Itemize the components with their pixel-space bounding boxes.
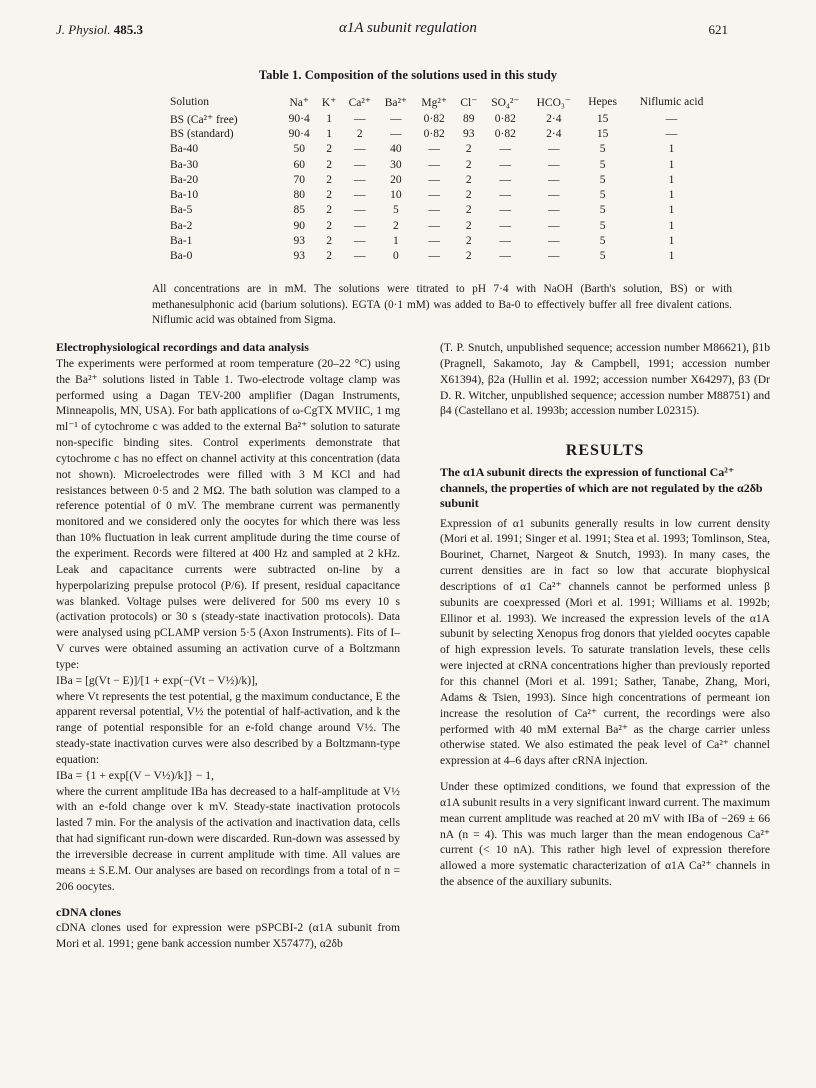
table-cell: — <box>428 173 440 186</box>
table-cell: 20 <box>390 173 402 186</box>
table-cell: 90·4 <box>288 127 310 140</box>
table-cell: — <box>548 158 560 171</box>
table-cell: 2 <box>465 250 472 263</box>
results-heading: RESULTS <box>565 442 645 460</box>
table-cell: BS (standard) <box>170 127 234 140</box>
column-header: Solution <box>170 96 209 108</box>
table-cell: 2 <box>465 235 472 248</box>
table-cell: — <box>548 204 560 217</box>
table-cell: 93 <box>463 127 475 140</box>
table-cell: — <box>499 173 512 186</box>
section-heading-cdna: cDNA clones <box>56 904 121 919</box>
table-cell: 1 <box>668 143 675 156</box>
paragraph: where the current amplitude IBa has decreased to a half-amplitude at V½ with an e-fold change over k mV. Steady-state inactivation protocols lasted 7 min. For the analysis of the activation and inactivation data, cells that had significant run-down were discarded. Run-down was assessed by the irreversible decrease in current amplitude with time. All values are means ± S.E.M. Our analyses are based on recordings from a total of n = 206 oocytes. <box>56 784 400 893</box>
paragraph: where Vt represents the test potential, g the maximum conductance, E the apparent reversal potential, V½ the potential of half-activation, and k the range of potential responsible for an e-fold change around V½. The steady-state inactivation curves were also described by a Boltzmann-type equation: <box>56 689 400 766</box>
table-cell: — <box>428 143 440 156</box>
table-cell: — <box>353 112 366 125</box>
table-cell: BS (Ca²⁺ free) <box>170 113 238 126</box>
table-cell: 40 <box>390 143 402 156</box>
table-cell: — <box>353 189 366 202</box>
column-header: Niflumic acid <box>639 96 704 108</box>
table-cell: — <box>428 158 440 171</box>
table-cell: 2 <box>326 189 332 202</box>
table-cell: — <box>499 143 512 156</box>
table-row <box>168 218 718 233</box>
table-row <box>168 172 718 187</box>
table-cell: 2 <box>326 235 332 248</box>
left-column <box>56 340 400 952</box>
table-cell: — <box>353 250 366 263</box>
paragraph: Under these optimized conditions, we found that expression of the α1A subunit results in a very significant inward current. The maximum mean current amplitude was reached at 20 mV with IBa of −269 ± 66 nA (n = 4). This was much larger than the mean endogenous Ca²⁺ current (< 10 nA). This rather high level of expression therefore allowed a more systematic characterization of α1A Ca²⁺ channels in the absence of the auxiliary subunits. <box>440 780 770 889</box>
table-cell: 0·82 <box>423 127 445 140</box>
table-cell: 5 <box>392 204 399 217</box>
results-subheading: The α1A subunit directs the expression of functional Ca²⁺ channels, the properties of which are not regulated by the α2δb subunit <box>440 465 763 511</box>
table-cell: — <box>499 250 512 263</box>
table-cell: Ba-40 <box>170 143 199 156</box>
equation-activation: IBa = [g(Vt − E)]/[1 + exp(−(Vt − V½)/k)], <box>56 673 258 687</box>
table-body <box>168 110 718 264</box>
table-cell: 15 <box>596 127 609 140</box>
table-row <box>168 142 718 157</box>
table-cell: 0·82 <box>423 112 445 125</box>
table-cell: 85 <box>293 204 305 217</box>
table-cell: 50 <box>293 143 305 156</box>
journal-name: J. Physiol. <box>56 22 111 37</box>
table-cell: 90·4 <box>288 112 310 125</box>
table-row <box>168 126 718 141</box>
table-cell: 1 <box>668 235 675 248</box>
table-cell: 10 <box>390 189 402 202</box>
paragraph: cDNA clones used for expression were pSPCBI-2 (α1A subunit from Mori et al. 1991; gene bank accession number X57477), α2δb <box>56 921 400 951</box>
table-cell: 1 <box>392 235 399 248</box>
table-caption: Table 1. Composition of the solutions used in this study <box>258 68 558 82</box>
column-header: Mg²⁺ <box>421 97 447 109</box>
table-cell: — <box>353 235 366 248</box>
column-header: K⁺ <box>321 97 337 109</box>
table-cell: 2 <box>356 127 363 140</box>
table-row <box>168 187 718 202</box>
table-cell: — <box>499 204 512 217</box>
table-cell: 2 <box>392 219 399 232</box>
table-cell: — <box>548 189 560 202</box>
table-cell: 2 <box>326 250 332 263</box>
table-cell: — <box>548 235 560 248</box>
table-cell: Ba-30 <box>170 158 199 171</box>
table-cell: — <box>428 235 440 248</box>
table-cell: Ba-2 <box>170 219 193 232</box>
table-cell: 2 <box>465 158 472 171</box>
table-cell: 5 <box>599 235 606 248</box>
table-cell: 60 <box>293 158 305 171</box>
solutions-table <box>168 94 718 264</box>
table-cell: — <box>428 250 440 263</box>
table-row <box>168 233 718 248</box>
table-cell: 2·4 <box>546 112 562 125</box>
table-header-row <box>168 94 718 110</box>
table-cell: 5 <box>599 173 606 186</box>
right-column <box>440 340 770 890</box>
table-cell: — <box>353 204 366 217</box>
table-cell: — <box>353 143 366 156</box>
table-footnote: All concentrations are in mM. The solutions were titrated to pH 7·4 with NaOH (Barth's solution, BS) or with methanesulphonic acid (barium solutions). EGTA (0·1 mM) was added to Ba-0 to effectively buffer all free divalent cations. Niflumic acid was obtained from Sigma. <box>152 283 732 327</box>
table-cell: 1 <box>668 158 675 171</box>
table-row <box>168 249 718 264</box>
table-cell: — <box>548 173 560 186</box>
table-cell: 93 <box>293 235 305 248</box>
table-row <box>168 157 718 172</box>
paragraph: Expression of α1 subunits generally results in low current density (Mori et al. 1991; Singer et al. 1991; Stea et al. 1993; Tomlinson, Stea, Bourinet, Charnet, Nargeot & Snutch, 1993). In many cases, the current densities are in fact so low that accurate biophysical descriptions of α1 Ca²⁺ channels cannot be performed unless β subunits are coexpressed (Mori et al. 1991; Williams et al. 1992b; Ellinor et al. 1993). We increased the expression levels of the α1A subunit by selecting Xenopus frog donors that yielded oocytes capable of high expression levels. To saturate translation levels, these cells were injected at cRNA concentrations higher than previously reported for this channel (Mori et al. 1991; Sather, Tanabe, Zhang, Mori, Adams & Tsien, 1993). Since high concentrations of permeant ion increase the resolution of Ca²⁺ current, the recordings were also performed with 40 mM external Ba²⁺ as the charge carrier unless otherwise stated. We also estimated the peak level of Ca²⁺ channel expression at 4–6 days after cRNA injection. <box>440 516 770 768</box>
table-cell: 15 <box>596 112 609 125</box>
table-cell: 80 <box>293 189 305 202</box>
column-header: Ca²⁺ <box>348 97 371 109</box>
table-cell: — <box>499 219 512 232</box>
table-cell: — <box>548 219 560 232</box>
table-cell: 2 <box>465 204 472 217</box>
paragraph: The experiments were performed at room temperature (20–22 °C) using the Ba²⁺ solutions listed in Table 1. Two-electrode voltage clamp was performed using a Dagan TEV-200 amplifier (Dagan Instruments, Minneapolis, MN, USA). For bath applications of ω-CgTX MVIIC, 1 mg ml⁻¹ of cytochrome c was added to the external Ba²⁺ solution to saturate non-specific binding sites. Control experiments demonstrate that cytochrome c has no effect on channel activity at this concentration (data not shown). Microelectrodes were filled with 3 M KCl and had resistances between 0·5 and 2 MΩ. The bath solution was clamped to a reference potential of 0 mV. The membrane current was permanently monitored and we considered only the oocytes for which there was less than 10% fluctuation in leak current amplitude during the time course of the experiment. Records were filtered at 400 Hz and sampled at 2 kHz. Leak and capacitance currents were subtracted on-line by a hyperpolarizing prepulse protocol (P/6). If present, residual capacitance was blanked. Voltage pulses were delivered for 500 ms every 10 s (activation protocols) or 30 s (steady-state inactivation protocols). Data were analysed using pCLAMP version 5·5 (Axon Instruments). Fits of I–V curves were obtained assuming an activation curve of a Boltzmann type: <box>56 356 400 671</box>
table-cell: — <box>499 189 512 202</box>
column-header: Cl⁻ <box>460 97 478 109</box>
table-cell: 2 <box>465 219 472 232</box>
table-cell: 2 <box>326 143 332 156</box>
table-cell: Ba-5 <box>170 204 193 217</box>
table-cell: 1 <box>668 189 675 202</box>
journal-volume: 485.3 <box>113 22 144 37</box>
table-cell: 93 <box>293 250 305 263</box>
table-cell: — <box>353 219 366 232</box>
table-cell: 2 <box>326 219 332 232</box>
table-cell: — <box>665 112 678 125</box>
table-row <box>168 203 718 218</box>
table-cell: — <box>548 143 560 156</box>
page-number: 621 <box>708 22 728 37</box>
table-cell: 30 <box>390 158 402 171</box>
table-cell: 2·4 <box>546 127 562 140</box>
table-cell: 2 <box>326 158 332 171</box>
table-cell: 1 <box>668 219 675 232</box>
table-row <box>168 110 718 126</box>
table-cell: Ba-20 <box>170 173 199 186</box>
table-cell: — <box>499 235 512 248</box>
table-cell: 5 <box>599 204 606 217</box>
table-cell: 1 <box>326 112 332 125</box>
table-cell: — <box>548 250 560 263</box>
table-cell: 2 <box>465 173 472 186</box>
table-cell: 5 <box>599 143 606 156</box>
table-cell: 1 <box>668 204 675 217</box>
table-cell: — <box>428 189 440 202</box>
table-cell: 2 <box>326 204 332 217</box>
table-cell: — <box>390 127 402 140</box>
table-cell: 2 <box>326 173 332 186</box>
table-cell: 5 <box>599 158 606 171</box>
table-cell: — <box>353 158 366 171</box>
table-cell: 0 <box>392 250 399 263</box>
table-cell: 5 <box>599 219 606 232</box>
column-header: Ba²⁺ <box>384 97 407 109</box>
table-cell: — <box>428 204 440 217</box>
table-cell: 0·82 <box>494 112 516 125</box>
table-cell: 1 <box>668 173 675 186</box>
table-cell: — <box>499 158 512 171</box>
table-cell: 5 <box>599 189 606 202</box>
table-cell: Ba-0 <box>170 250 193 263</box>
table-cell: Ba-1 <box>170 235 193 248</box>
paragraph: (T. P. Snutch, unpublished sequence; accession number M86621), β1b (Pragnell, Sakamoto, Jay & Campbell, 1991; accession number X61394), β2a (Hullin et al. 1992; accession number X64297), β3 (Dr D. R. Witcher, unpublished sequence; accession number M88751) and β4 (Castellano et al. 1993b; accession number L02315). <box>440 341 770 418</box>
table-cell: Ba-10 <box>170 189 199 202</box>
table-cell: — <box>353 173 366 186</box>
table-cell: 0·82 <box>494 127 516 140</box>
table-cell: — <box>390 112 402 125</box>
column-header: Hepes <box>588 96 617 108</box>
table-cell: 1 <box>668 250 675 263</box>
table-cell: 2 <box>465 189 472 202</box>
table-cell: 70 <box>293 173 305 186</box>
table-cell: 90 <box>293 219 305 232</box>
table-cell: — <box>665 127 678 140</box>
running-title: α1A subunit regulation <box>339 20 477 36</box>
column-header: Na⁺ <box>289 97 309 109</box>
table-cell: 5 <box>599 250 606 263</box>
table-cell: 89 <box>463 112 475 125</box>
equation-inactivation: IBa = {1 + exp[(V − V½)/k]} − 1, <box>56 768 214 782</box>
table-cell: 1 <box>326 127 332 140</box>
section-heading-electrophysiology: Electrophysiological recordings and data analysis <box>56 340 309 354</box>
table-cell: 2 <box>465 143 472 156</box>
column-header: HCO₃⁻ <box>536 97 571 109</box>
table-cell: — <box>428 219 440 232</box>
column-header: SO₄²⁻ <box>491 97 520 109</box>
